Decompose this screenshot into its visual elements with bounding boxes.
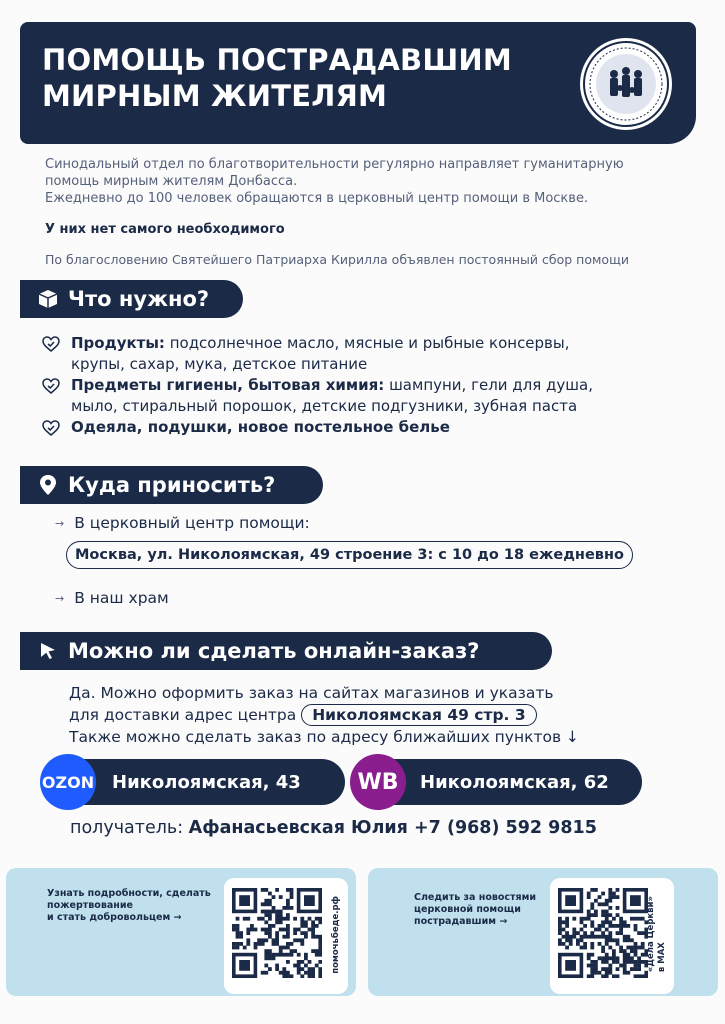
header-banner bbox=[20, 22, 696, 144]
ozon-logo-icon: OZON bbox=[40, 754, 96, 810]
need-item-hygiene-text1: шампуни, гели для душа, bbox=[384, 376, 593, 394]
intro-text bbox=[45, 156, 624, 207]
online-line3: Также можно сделать заказ по адресу ближайших пунктов ↓ bbox=[69, 728, 580, 746]
footer-left-line1: Узнать подробности, сделать bbox=[47, 888, 211, 899]
need-item-hygiene-text2: мыло, стиральный порошок, детские подгузники, зубная паста bbox=[71, 397, 578, 415]
recipient-label: получатель: bbox=[70, 818, 189, 838]
section-header-online bbox=[20, 632, 552, 670]
heart-check-icon bbox=[42, 420, 60, 436]
qr-right-caption-line2: в MAX bbox=[657, 942, 667, 973]
section-header-where-label: Куда приносить? bbox=[68, 473, 276, 497]
footer-left-text bbox=[47, 888, 211, 924]
need-item-bedding-bold: Одеяла, подушки, новое постельное белье bbox=[71, 418, 450, 436]
need-item-hygiene bbox=[42, 375, 691, 417]
section-header-where bbox=[20, 466, 323, 504]
intro-note: По благословению Святейшего Патриарха Кирилла объявлен постоянный сбор помощи bbox=[45, 252, 629, 267]
intro-line2: помощь мирным жителям Донбасса. bbox=[45, 174, 298, 189]
center-address-short: Николоямская 49 стр. 3 bbox=[301, 704, 536, 726]
arrow-right-icon: → bbox=[55, 592, 65, 605]
need-item-bedding bbox=[42, 417, 691, 438]
where-item-church bbox=[55, 589, 169, 607]
arrow-right-icon: → bbox=[55, 517, 65, 530]
location-pin-icon bbox=[36, 473, 60, 497]
page-title bbox=[42, 42, 512, 114]
need-item-food-text1: подсолнечное масло, мясные и рыбные консервы, bbox=[164, 334, 570, 352]
intro-line3: Ежедневно до 100 человек обращаются в церковный центр помощи в Москве. bbox=[45, 191, 589, 206]
intro-line1: Синодальный отдел по благотворительности регулярно направляет гуманитарную bbox=[45, 157, 624, 172]
store-ozon-address: Николоямская, 43 bbox=[112, 771, 301, 793]
footer-left-line3: и стать добровольцем → bbox=[47, 912, 182, 923]
qr-left-caption: помочьбеде.рф bbox=[331, 896, 341, 974]
church-seal-icon bbox=[580, 38, 672, 130]
page-title-line1: ПОМОЩЬ ПОСТРАДАВШИМ bbox=[42, 43, 512, 77]
footer-right-line2: церковной помощи bbox=[414, 904, 521, 915]
need-item-food-text2: крупы, сахар, мука, детское питание bbox=[71, 355, 368, 373]
where-item-church-label: В наш храм bbox=[74, 589, 169, 607]
center-address: Москва, ул. Николоямская, 49 строение 3: с 10 до 18 ежедневно bbox=[66, 541, 633, 569]
cursor-icon bbox=[36, 639, 60, 663]
heart-check-icon bbox=[42, 378, 60, 394]
store-wb bbox=[370, 759, 642, 805]
need-item-food bbox=[42, 333, 691, 375]
recipient-line bbox=[70, 818, 597, 838]
section-header-needs-label: Что нужно? bbox=[68, 287, 210, 311]
qr-card-left[interactable] bbox=[224, 878, 348, 994]
online-text bbox=[69, 682, 689, 748]
qr-right-caption-line1: «Дела Церкви» bbox=[646, 896, 656, 973]
where-item-center-label: В церковный центр помощи: bbox=[74, 514, 310, 532]
qr-right-caption bbox=[646, 896, 668, 972]
online-line1: Да. Можно оформить заказ на сайтах магазинов и указать bbox=[69, 684, 554, 702]
footer-right-text bbox=[414, 892, 536, 928]
footer-left-line2: пожертвование bbox=[47, 900, 133, 911]
store-wb-address: Николоямская, 62 bbox=[420, 771, 609, 793]
heart-check-icon bbox=[42, 336, 60, 352]
online-line2-prefix: для доставки адрес центра bbox=[69, 706, 302, 724]
box-icon bbox=[36, 287, 60, 311]
need-item-hygiene-bold: Предметы гигиены, бытовая химия: bbox=[71, 376, 385, 394]
page-title-line2: МИРНЫМ ЖИТЕЛЯМ bbox=[42, 79, 388, 113]
section-header-needs bbox=[20, 280, 243, 318]
where-item-center bbox=[55, 514, 310, 532]
qr-card-right[interactable] bbox=[550, 878, 674, 994]
footer-right-line1: Следить за новостями bbox=[414, 892, 537, 903]
recipient-value: Афанасьевская Юлия +7 (968) 592 9815 bbox=[188, 818, 597, 838]
need-item-food-bold: Продукты: bbox=[71, 334, 165, 352]
footer-right-line3: пострадавшим → bbox=[414, 916, 508, 927]
intro-bold: У них нет самого необходимого bbox=[45, 222, 285, 237]
qr-code-icon[interactable] bbox=[232, 888, 322, 978]
store-ozon bbox=[60, 759, 345, 805]
section-header-online-label: Можно ли сделать онлайн-заказ? bbox=[68, 639, 480, 663]
wb-logo-icon: WB bbox=[350, 754, 406, 810]
qr-code-icon[interactable] bbox=[558, 888, 648, 978]
